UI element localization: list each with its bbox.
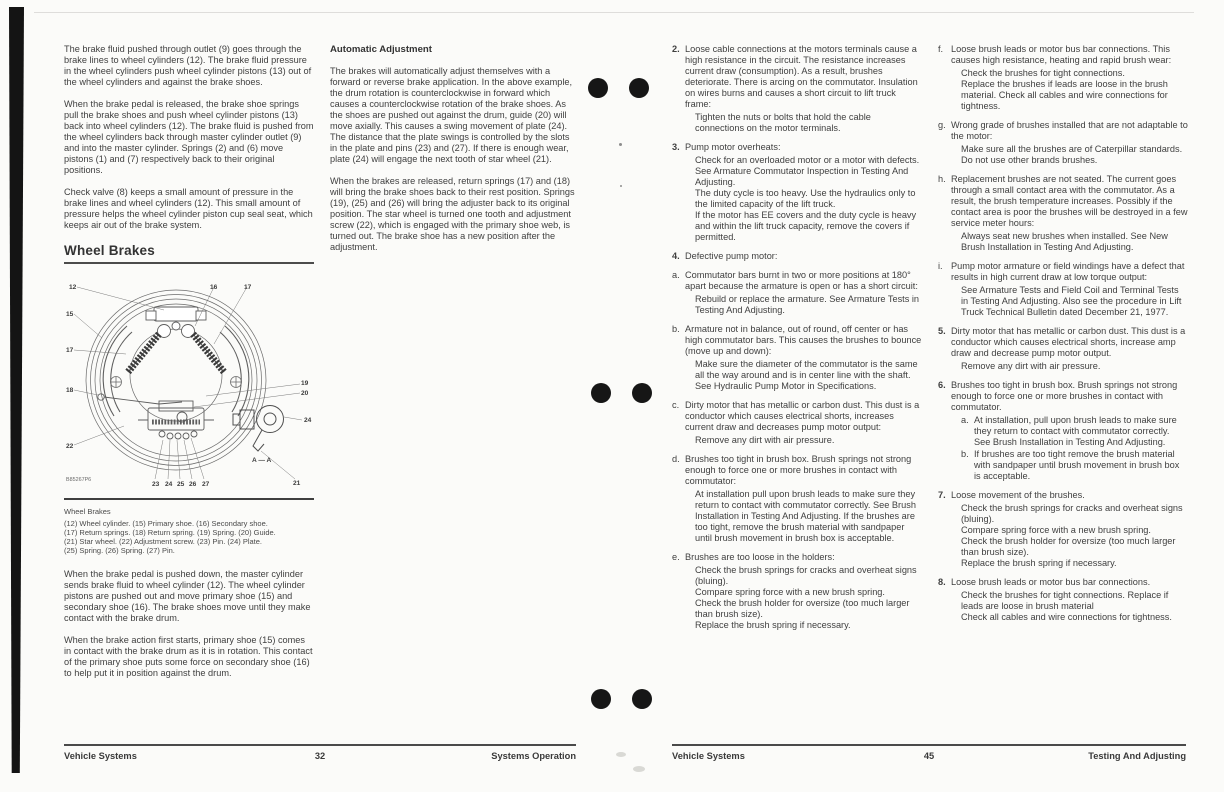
footer-chapter: Testing And Adjusting — [1088, 751, 1186, 761]
remedy-text: Replace the brush spring if necessary. — [961, 558, 1117, 568]
list-item-text: Pump motor armature or field windings have a defect that results in high current draw at low torque output: — [951, 261, 1185, 282]
list-item — [938, 120, 1188, 166]
figure-callout: 19 — [301, 380, 309, 387]
list-item-text: Pump motor overheats: — [685, 142, 781, 152]
scan-smudge — [616, 752, 626, 757]
remedy-text: Compare spring force with a new brush spring. — [961, 525, 1151, 535]
list-item-text: Loose cable connections at the motors terminals cause a high resistance in the circuit. The resistance increases current draw (consumption). As a result, brushes deteriorate. There is arcing on the commutator. Insulation on wires burns and causes a short circuit to lift truck frame: — [685, 44, 918, 109]
figure-callout: 18 — [66, 387, 74, 394]
figure-callout: 15 — [66, 311, 74, 318]
list-item-text: Loose brush leads or motor bus bar connections. — [951, 577, 1151, 587]
left-page-footer — [64, 744, 576, 761]
figure-callout: 20 — [301, 390, 309, 397]
list-item — [938, 44, 1188, 112]
remedy-text: Make sure the diameter of the commutator is the same all the way around and is in center line with the shaft. See Hydraulic Pump Motor in Specifications. — [695, 359, 918, 391]
punch-hole-dot — [588, 78, 608, 98]
left-page-column-1 — [64, 44, 314, 690]
right-page-column-2 — [938, 44, 1188, 631]
paragraph: When the brake action first starts, primary shoe (15) comes in contact with the brake drum as it is in rotation. This contact of the primary shoe puts some force on secondary shoe (16) to help put it in position against the drum. — [64, 635, 313, 679]
list-item-marker: g. — [938, 120, 946, 130]
remedy-text: Check the brush springs for cracks and overheat signs (bluing). — [695, 565, 917, 586]
scan-speck — [619, 143, 622, 146]
list-item-text: Wrong grade of brushes installed that are not adaptable to the motor: — [951, 120, 1188, 141]
paragraph: When the brakes are released, return springs (17) and (18) will bring the brake shoes back to their rest position. Springs (19), (25) and (26) will bring the adjuster back to its original position. The star wheel is turned one tooth and adjustment screw (22), which is engaged with the primary shoe web, is turned out. The brake shoe has a new position after the adjustment. — [330, 176, 575, 252]
section-heading: Wheel Brakes — [64, 243, 155, 258]
remedy-text: Compare spring force with a new brush spring. — [695, 587, 885, 597]
scan-smudge — [633, 766, 645, 772]
left-page-column-2 — [330, 44, 575, 264]
figure-callout: 24 — [165, 481, 173, 488]
footer-section: Vehicle Systems — [672, 751, 745, 761]
sub-list-item — [961, 449, 1188, 482]
footer-page-number: 45 — [923, 751, 935, 761]
list-item-marker: 3. — [672, 142, 680, 152]
list-item-marker: 5. — [938, 326, 946, 336]
list-item — [672, 270, 922, 316]
figure-callout: 21 — [293, 480, 301, 487]
list-item-marker: 7. — [938, 490, 946, 500]
figure-caption — [64, 507, 314, 555]
list-item-marker: 8. — [938, 577, 946, 587]
list-item-marker: 4. — [672, 251, 680, 261]
figure-callout: 26 — [189, 481, 197, 488]
list-item — [672, 142, 922, 243]
list-item — [672, 324, 922, 392]
list-item — [672, 251, 922, 262]
list-item-text: Defective pump motor: — [685, 251, 778, 261]
remedy-text: Always seat new brushes when installed. See New Brush Installation in Testing And Adjusting. — [961, 231, 1168, 252]
list-item-marker: f. — [938, 44, 944, 54]
list-item — [672, 44, 922, 134]
remedy-text: Replace the brushes if leads are loose in the brush material. Check all cables and wire connections for tightness. — [961, 79, 1168, 111]
list-item — [938, 577, 1188, 623]
remedy-text: Check the brushes for tight connections. — [961, 68, 1125, 78]
list-item — [938, 380, 1188, 482]
figure-photo-id: B85267P6 — [66, 477, 92, 483]
list-item-text: Loose movement of the brushes. — [951, 490, 1085, 500]
remedy-text: See Armature Tests and Field Coil and Terminal Tests in Testing And Adjusting. Also see the procedure in Lift Truck Technical Bulletin dated December 21, 1977. — [961, 285, 1182, 317]
figure-callout: 17 — [66, 347, 74, 354]
figure-callout: 27 — [202, 481, 210, 488]
remedy-text: Check the brush holder for oversize (too much larger than brush size). — [961, 536, 1176, 557]
remedy-text: Check all cables and wire connections for tightness. — [961, 612, 1172, 622]
list-item-marker: i. — [938, 261, 943, 271]
list-item — [938, 174, 1188, 253]
list-item — [938, 261, 1188, 318]
figure-callout: 24 — [304, 417, 312, 424]
paragraph: Check valve (8) keeps a small amount of pressure in the brake lines and wheel cylinders (12). This small amount of pressure helps the wheel cylinder piston cup seal seat, which keeps air out of the brake system. — [64, 187, 313, 230]
remedy-text: Rebuild or replace the armature. See Armature Tests in Testing And Adjusting. — [695, 294, 920, 315]
paragraph: The brakes will automatically adjust themselves with a forward or reverse brake application. In the above example, the drum rotation is counterclockwise in forward which causes a counterclockwise rotation of the brake shoes. As the shoes are pushed out against the drum, guide (20) will move axially. This causes a swing movement of plate (24). The distance that the plate swings is controlled by the slots in the plate and pins (23) and (27). If there is enough wear, plate (24) will engage the next tooth of star wheel (21). — [330, 66, 573, 164]
remedy-text: If the motor has EE covers and the duty cycle is heavy and within the lift truck capacity, remove the covers if permitted. — [695, 210, 917, 242]
remedy-text: Check the brush holder for oversize (too much larger than brush size). — [695, 598, 910, 619]
list-item-marker: a. — [672, 270, 680, 280]
footer-page-number: 32 — [314, 751, 326, 761]
list-item-text: Brushes are too loose in the holders: — [685, 552, 835, 562]
subsection-heading: Automatic Adjustment — [330, 44, 432, 55]
list-item-text: Commutator bars burnt in two or more positions at 180° apart because the armature is open or has a short circuit: — [685, 270, 918, 291]
list-item — [672, 552, 922, 631]
paragraph: The brake fluid pushed through outlet (9) goes through the brake lines to wheel cylinders (12). The brake fluid pressure in the wheel cylinders push wheel cylinder pistons (13) out of the wheel cylinders and against the brake shoes. — [64, 44, 312, 87]
punch-hole-dot — [591, 689, 611, 709]
list-item — [938, 326, 1188, 372]
footer-section: Vehicle Systems — [64, 751, 137, 761]
punch-hole-dot — [632, 689, 652, 709]
caption-title: Wheel Brakes — [64, 507, 111, 517]
list-item-text: Replacement brushes are not seated. The current goes through a small contact area with the commutator. As a result, the brush temperature increases. Possibly if the contact area is poor the brushes will be destroyed in a few service meter hours: — [951, 174, 1188, 228]
list-item-text: Dirty motor that has metallic or carbon dust. This dust is a conductor which causes electrical shorts, increase amp draw and decrease pump motor output. — [951, 326, 1186, 358]
list-item-marker: d. — [672, 454, 680, 464]
scan-top-edge-artifact — [34, 12, 1194, 13]
list-item-marker: e. — [672, 552, 680, 562]
list-item-text: Loose brush leads or motor bus bar connections. This causes high resistance, heating and rapid brush wear: — [951, 44, 1172, 65]
paragraph: When the brake pedal is released, the brake shoe springs pull the brake shoes and push wheel cylinder pistons (13) back into wheel cylinders (12). The brake fluid is pushed from the wheel cylinders back through master cylinder outlet (9) and into the master cylinder. Springs (2) and (6) move pistons (1) and (7) respectively back to their original positions. — [64, 99, 314, 175]
punch-hole-dot — [591, 383, 611, 403]
scan-speck — [620, 185, 622, 187]
list-item — [938, 490, 1188, 569]
figure-section-label: A — A — [252, 457, 272, 464]
list-item-text: Brushes too tight in brush box. Brush springs not strong enough to force one or more brushes in contact with commutator. — [951, 380, 1178, 412]
caption-line: (25) Spring. (26) Spring. (27) Pin. — [64, 546, 175, 556]
list-item-text: Dirty motor that has metallic or carbon dust. This dust is a conductor which causes electrical shorts, increases current draw and decreases pump motor output: — [685, 400, 920, 432]
caption-line: (21) Star wheel. (22) Adjustment screw. (23) Pin. (24) Plate. — [64, 537, 262, 546]
list-item — [672, 400, 922, 446]
figure-callout: 23 — [152, 481, 160, 488]
remedy-text: Replace the brush spring if necessary. — [695, 620, 851, 630]
caption-line: (12) Wheel cylinder. (15) Primary shoe. (16) Secondary shoe. — [64, 518, 268, 528]
punch-hole-dot — [629, 78, 649, 98]
punch-hole-dot — [632, 383, 652, 403]
list-item-text: Armature not in balance, out of round, off center or has high commutator bars. This causes the brushes to bounce (move up and down): — [685, 324, 922, 356]
footer-chapter: Systems Operation — [491, 751, 576, 761]
remedy-text: Make sure all the brushes are of Caterpillar standards. Do not use other brands brushes. — [961, 144, 1183, 165]
figure-callout: 12 — [69, 284, 77, 291]
right-page-footer — [672, 744, 1186, 761]
list-item-marker: h. — [938, 174, 946, 184]
list-item — [672, 454, 922, 544]
remedy-text: The duty cycle is too heavy. Use the hydraulics only to the limited capacity of the lift truck. — [695, 188, 916, 209]
figure-callout: 17 — [244, 284, 252, 291]
sub-item-marker: a. — [961, 415, 969, 425]
heading-rule — [64, 262, 314, 264]
figure-callout: 25 — [177, 481, 185, 488]
figure-callout: 16 — [210, 284, 218, 291]
list-item-marker: c. — [672, 400, 680, 410]
paragraph: When the brake pedal is pushed down, the master cylinder sends brake fluid to wheel cylinder (12). The wheel cylinder pistons are pushed out and move primary shoe (15) and secondary shoe (16). The brake shoes move until they make contact with the brake drum. — [64, 569, 311, 624]
remedy-text: Check the brushes for tight connections. Replace if leads are loose in brush material — [961, 590, 1169, 611]
sub-item-text: At installation, pull upon brush leads to make sure they return to contact with commutator correctly. See Brush Installation in Testing And Adjusting. — [974, 415, 1177, 447]
remedy-text: Check the brush springs for cracks and overheat signs (bluing). — [961, 503, 1183, 524]
right-page-column-1 — [672, 44, 922, 639]
list-item-marker: 2. — [672, 44, 680, 54]
wheel-brakes-diagram — [64, 274, 314, 492]
remedy-text: Check for an overloaded motor or a motor with defects. See Armature Commutator Inspection in Testing And Adjusting. — [695, 155, 920, 187]
remedy-text: Remove any dirt with air pressure. — [961, 361, 1101, 371]
sub-item-marker: b. — [961, 449, 969, 459]
list-item-marker: 6. — [938, 380, 946, 390]
figure-callout: 22 — [66, 443, 74, 450]
scan-left-bar-artifact — [9, 7, 24, 773]
remedy-text: At installation pull upon brush leads to make sure they return to contact with commutator correctly. See Brush Installation in Testing And Adjusting. If the brushes are too tight, remove the brush material with sandpaper until brush movement in brush box is acceptable. — [695, 489, 916, 543]
sub-item-text: If brushes are too tight remove the brush material with sandpaper until brush movement in brush box is acceptable. — [974, 449, 1180, 481]
caption-rule — [64, 498, 314, 500]
list-item-text: Brushes too tight in brush box. Brush springs not strong enough to force one or more brushes in contact with commutator: — [685, 454, 912, 486]
sub-list-item — [961, 415, 1188, 448]
remedy-text: Tighten the nuts or bolts that hold the cable connections on the motor terminals. — [695, 112, 871, 133]
remedy-text: Remove any dirt with air pressure. — [695, 435, 835, 445]
caption-line: (17) Return springs. (18) Return spring. (19) Spring. (20) Guide. — [64, 527, 276, 537]
list-item-marker: b. — [672, 324, 680, 334]
